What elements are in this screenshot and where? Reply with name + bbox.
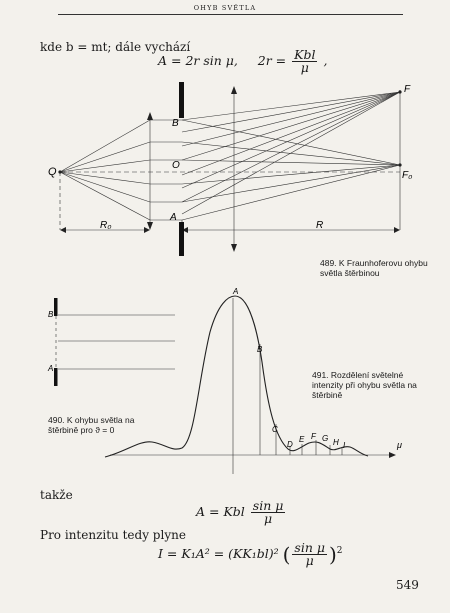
eq1-denominator: μ [300,60,309,75]
slit-screen-bottom [179,222,184,256]
label-R0: R₀ [100,220,112,231]
fig491-label-H: H [333,438,339,447]
figure-489-caption: 489. K Fraunhoferovu ohybu světla štěrbinou [320,258,428,278]
fig491-label-mu: μ [397,440,402,450]
page-number: 549 [396,578,419,592]
eq1-numerator: Kbl [294,47,316,62]
fig491-label-F: F [311,432,316,441]
eq2-denominator: μ [264,511,273,526]
running-header: OHYB SVĚTLA [193,4,257,12]
eq3-denominator: μ [305,553,314,568]
label-R: R [316,220,324,231]
eq1-end: , [323,53,328,68]
equation-2 [196,500,287,525]
fig490-label-B: B [48,310,54,319]
label-Q: Q [48,166,57,178]
eq2-numerator: sin μ [252,498,284,513]
eq3-fraction [292,542,327,567]
figure-489-diagram [0,80,450,260]
fig491-label-A: A [233,287,239,296]
figure-490-caption: 490. K ohybu světla na štěrbině pro ϑ = 0 [48,415,135,435]
label-O: O [172,160,180,171]
label-B: B [172,118,179,129]
eq3-exponent: 2 [336,545,343,556]
eq1-left: A = 2r sin μ, [158,53,238,68]
eq1-mid: 2r = [257,53,287,68]
equation-3: I = K₁A² = (KK₁bl)² ( $\frac{\text{sin μ}}{\mu}$ )$^2$ [158,540,343,568]
label-A: A [170,212,177,223]
text-intensity-intro: Pro intenzitu tedy plyne [40,528,186,542]
fig491-label-I: I [343,441,346,450]
fig491-label-C: C [272,425,278,434]
fig491-label-B: B [257,345,263,354]
fig491-label-D: D [287,440,293,449]
eq1-fraction [292,49,317,74]
fig491-label-E: E [299,435,305,444]
fig491-label-G: G [322,434,329,443]
eq2-left: A = Kbl [196,504,245,519]
eq3-left: I = K₁A² = (KK₁bl)² [158,546,279,561]
fig491-axis-arrow [389,452,396,458]
fig490-label-A: A [48,364,54,373]
header-rule [58,14,403,15]
label-F0: F₀ [402,170,413,181]
text-line-1: kde b = mt; dále vychází [40,40,191,54]
eq3-numerator: sin μ [294,540,325,555]
figure-491-caption: 491. Rozdělení světelné intenzity při ohybu světla na štěrbině [312,370,417,400]
text-takze: takže [40,488,73,502]
label-F: F [404,84,411,95]
eq2-fraction [251,500,286,525]
slit-screen-top [179,82,184,118]
equation-1 [158,49,327,74]
